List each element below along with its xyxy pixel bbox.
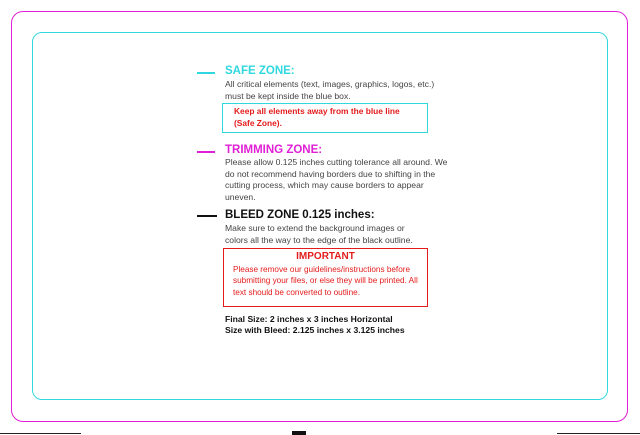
trimming-zone-text: Please allow 0.125 inches cutting tolerance all around. We do not recommend having borders due to shifting in the cutting process, which may cause borders to appear uneven. (225, 157, 448, 202)
bleed-zone-text: Make sure to extend the background images or colors all the way to the edge of the black outline. (225, 223, 413, 245)
size-with-bleed: Size with Bleed: 2.125 inches x 3.125 inches (225, 325, 405, 335)
bleed-marker (292, 431, 306, 435)
safe-zone-legend-line (197, 72, 215, 74)
important-title: IMPORTANT (296, 251, 355, 262)
safe-zone-text: All critical elements (text, images, graphics, logos, etc.) must be kept inside the blue box. (225, 79, 435, 101)
bleed-zone-heading: BLEED ZONE 0.125 inches: (225, 209, 375, 221)
important-text: Please remove our guidelines/instructions before submitting your files, or else they will be printed. All text should be converted to outline. (233, 265, 418, 297)
trimming-zone-legend-line (197, 151, 215, 153)
bleed-outline-left (0, 433, 81, 434)
bleed-outline-right (557, 433, 640, 434)
safe-zone-note: Keep all elements away from the blue line (Safe Zone). (234, 106, 400, 128)
trimming-zone-heading: TRIMMING ZONE: (225, 144, 323, 156)
final-size: Final Size: 2 inches x 3 inches Horizontal (225, 314, 393, 324)
safe-zone-heading: SAFE ZONE: (225, 65, 295, 77)
bleed-zone-legend-line (197, 215, 217, 217)
size-info (225, 314, 445, 336)
